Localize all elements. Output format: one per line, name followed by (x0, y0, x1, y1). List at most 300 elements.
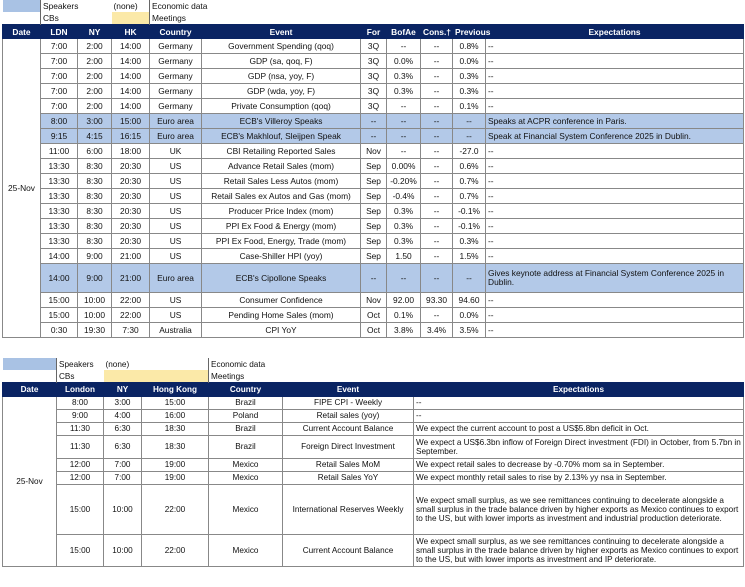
london-time: 11:30 (57, 423, 104, 436)
country: Euro area (150, 114, 202, 129)
event-name: ECB's Cipollone Speaks (202, 264, 361, 293)
col-country: Country (150, 25, 202, 39)
event-name: Foreign Direct Investment (283, 436, 414, 459)
legend-economic-label: Economic data (150, 0, 361, 12)
ldn-time: 14:00 (41, 264, 78, 293)
expectations: -- (486, 99, 744, 114)
country: Brazil (209, 436, 283, 459)
event-name: CBI Retailing Reported Sales (202, 144, 361, 159)
col2-expectations: Expectations (414, 383, 744, 397)
ldn-time: 11:00 (41, 144, 78, 159)
country: US (150, 159, 202, 174)
legend-meetings-label-2: Meetings (209, 370, 283, 383)
period: Nov (361, 144, 387, 159)
table-row (3, 219, 744, 234)
bofa-estimate: 0.3% (387, 234, 421, 249)
expectations: We expect monthly retail sales to rise by 2.13% yy nsa in September. (414, 472, 744, 485)
event-name: International Reserves Weekly (283, 485, 414, 535)
hk-time: 14:00 (112, 84, 150, 99)
hk-time: 18:00 (112, 144, 150, 159)
ny-time: 8:30 (78, 234, 112, 249)
table-row (3, 264, 744, 293)
previous: 0.7% (453, 174, 486, 189)
legend-row-1 (3, 0, 744, 12)
ldn-time: 13:30 (41, 204, 78, 219)
expectations: -- (486, 84, 744, 99)
country: US (150, 204, 202, 219)
expectations: We expect small surplus, as we see remittances continuing to decelerate alongside a small surplus in the trade balance driven by higher exports as Mexico continues to export to the US, but with lower imports as investment and industrial production deteriorate. (414, 485, 744, 535)
ldn-time: 7:00 (41, 39, 78, 54)
col-cons: Cons.† (421, 25, 453, 39)
ny-time: 10:00 (78, 293, 112, 308)
event-name: Pending Home Sales (mom) (202, 308, 361, 323)
ldn-time: 13:30 (41, 159, 78, 174)
previous: -0.1% (453, 204, 486, 219)
consensus: -- (421, 264, 453, 293)
ny-time: 2:00 (78, 99, 112, 114)
consensus: -- (421, 99, 453, 114)
ny-time: 2:00 (78, 69, 112, 84)
country: Mexico (209, 459, 283, 472)
expectations: We expect small surplus, as we see remittances continuing to decelerate alongside a small surplus in the trade balance driven by higher exports as Mexico continues to export to the US, but with lower imports as investment and IP deteriorate. (414, 535, 744, 567)
col2-date: Date (3, 383, 57, 397)
consensus: -- (421, 159, 453, 174)
legend-meetings-label: Meetings (150, 12, 361, 25)
expectations: Speaks at ACPR conference in Paris. (486, 114, 744, 129)
expectations: -- (486, 293, 744, 308)
hk-time: 22:00 (112, 308, 150, 323)
period: 3Q (361, 54, 387, 69)
period: 3Q (361, 99, 387, 114)
expectations: -- (486, 174, 744, 189)
event-name: Government Spending (qoq) (202, 39, 361, 54)
legend-economic-label-2: Economic data (209, 358, 283, 370)
event-name: Retail Sales ex Autos and Gas (mom) (202, 189, 361, 204)
col-ny: NY (78, 25, 112, 39)
london-time: 15:00 (57, 485, 104, 535)
bofa-estimate: 0.3% (387, 84, 421, 99)
hong-kong-time: 22:00 (142, 485, 209, 535)
country: UK (150, 144, 202, 159)
ldn-time: 13:30 (41, 219, 78, 234)
hk-time: 20:30 (112, 189, 150, 204)
table-row (3, 129, 744, 144)
ldn-time: 7:00 (41, 69, 78, 84)
bofa-estimate: -- (387, 99, 421, 114)
bofa-estimate: -- (387, 144, 421, 159)
country: Brazil (209, 397, 283, 410)
consensus: -- (421, 144, 453, 159)
hk-time: 20:30 (112, 234, 150, 249)
table-row (3, 69, 744, 84)
previous: -- (453, 264, 486, 293)
col-previous: Previous (453, 25, 486, 39)
ldn-time: 15:00 (41, 293, 78, 308)
bofa-estimate: -0.20% (387, 174, 421, 189)
expectations: -- (486, 159, 744, 174)
table-row (3, 174, 744, 189)
london-time: 15:00 (57, 535, 104, 567)
event-name: Current Account Balance (283, 423, 414, 436)
table-2-body (3, 397, 744, 567)
period: Oct (361, 308, 387, 323)
hk-time: 14:00 (112, 54, 150, 69)
bofa-estimate: 3.8% (387, 323, 421, 338)
london-time: 12:00 (57, 459, 104, 472)
period: -- (361, 114, 387, 129)
expectations: Gives keynote address at Financial System Conference 2025 in Dublin. (486, 264, 744, 293)
ldn-time: 9:15 (41, 129, 78, 144)
bofa-estimate: -- (387, 39, 421, 54)
period: Sep (361, 159, 387, 174)
col-ldn: LDN (41, 25, 78, 39)
previous: 0.0% (453, 54, 486, 69)
country: US (150, 174, 202, 189)
ldn-time: 0:30 (41, 323, 78, 338)
table-row (3, 204, 744, 219)
bofa-estimate: -0.4% (387, 189, 421, 204)
london-time: 8:00 (57, 397, 104, 410)
ldn-time: 15:00 (41, 308, 78, 323)
calendar-table-1 (2, 0, 744, 338)
hk-time: 7:30 (112, 323, 150, 338)
country: Germany (150, 99, 202, 114)
consensus: -- (421, 204, 453, 219)
hk-time: 14:00 (112, 69, 150, 84)
consensus: -- (421, 54, 453, 69)
ny-time: 2:00 (78, 39, 112, 54)
previous: 3.5% (453, 323, 486, 338)
col2-london: London (57, 383, 104, 397)
expectations: -- (486, 204, 744, 219)
event-name: ECB's Makhlouf, Sleijpen Speak (202, 129, 361, 144)
col-for: For (361, 25, 387, 39)
expectations: -- (486, 234, 744, 249)
previous: 0.0% (453, 308, 486, 323)
legend-speakers-value-2: (none) (105, 359, 130, 369)
bofa-estimate: -- (387, 114, 421, 129)
consensus: -- (421, 39, 453, 54)
period: Sep (361, 249, 387, 264)
london-time: 12:00 (57, 472, 104, 485)
event-name: ECB's Villeroy Speaks (202, 114, 361, 129)
legend-speakers-value: (none) (113, 1, 138, 11)
legend-cbs-label-2: CBs (57, 370, 104, 383)
event-name: Retail Sales MoM (283, 459, 414, 472)
country: US (150, 249, 202, 264)
country: Mexico (209, 535, 283, 567)
consensus: -- (421, 174, 453, 189)
period: Sep (361, 234, 387, 249)
event-name: Retail sales (yoy) (283, 410, 414, 423)
country: Australia (150, 323, 202, 338)
consensus: 3.4% (421, 323, 453, 338)
bofa-estimate: 0.3% (387, 219, 421, 234)
hk-time: 16:15 (112, 129, 150, 144)
consensus: 93.30 (421, 293, 453, 308)
table-row (3, 323, 744, 338)
previous: 0.1% (453, 99, 486, 114)
ny-time: 7:00 (104, 459, 142, 472)
date-cell: 25-Nov (3, 39, 41, 338)
table-row (3, 459, 744, 472)
hk-time: 20:30 (112, 219, 150, 234)
ny-time: 10:00 (104, 485, 142, 535)
hk-time: 20:30 (112, 159, 150, 174)
period: Oct (361, 323, 387, 338)
col-event: Event (202, 25, 361, 39)
ldn-time: 7:00 (41, 84, 78, 99)
previous: -27.0 (453, 144, 486, 159)
london-time: 11:30 (57, 436, 104, 459)
expectations: -- (486, 54, 744, 69)
table-row (3, 189, 744, 204)
ny-time: 8:30 (78, 204, 112, 219)
table-row (3, 472, 744, 485)
ny-time: 8:30 (78, 174, 112, 189)
expectations: -- (486, 249, 744, 264)
hong-kong-time: 15:00 (142, 397, 209, 410)
country: Brazil (209, 423, 283, 436)
ny-time: 4:00 (104, 410, 142, 423)
london-time: 9:00 (57, 410, 104, 423)
hong-kong-time: 22:00 (142, 535, 209, 567)
table-row (3, 84, 744, 99)
event-name: Private Consumption (qoq) (202, 99, 361, 114)
ny-time: 10:00 (104, 535, 142, 567)
meetings-swatch (112, 12, 150, 25)
period: Sep (361, 189, 387, 204)
bofa-estimate: -- (387, 129, 421, 144)
hk-time: 20:30 (112, 174, 150, 189)
period: 3Q (361, 39, 387, 54)
event-name: GDP (wda, yoy, F) (202, 84, 361, 99)
bofa-estimate: 0.1% (387, 308, 421, 323)
consensus: -- (421, 69, 453, 84)
meetings-swatch-2 (104, 370, 209, 383)
col-date: Date (3, 25, 41, 39)
previous: -- (453, 129, 486, 144)
country: Euro area (150, 264, 202, 293)
col-bofae: BofAe (387, 25, 421, 39)
col2-event: Event (283, 383, 414, 397)
hk-time: 15:00 (112, 114, 150, 129)
period: -- (361, 264, 387, 293)
col-expectations: Expectations (486, 25, 744, 39)
bofa-estimate: -- (387, 264, 421, 293)
bofa-estimate: 0.3% (387, 69, 421, 84)
consensus: -- (421, 114, 453, 129)
col2-country: Country (209, 383, 283, 397)
expectations: -- (486, 39, 744, 54)
col2-ny: NY (104, 383, 142, 397)
table-row (3, 410, 744, 423)
country: Poland (209, 410, 283, 423)
legend-speakers-label-2: Speakers (57, 358, 104, 370)
consensus: -- (421, 84, 453, 99)
header-row-1 (3, 25, 744, 39)
consensus: -- (421, 308, 453, 323)
event-name: GDP (nsa, yoy, F) (202, 69, 361, 84)
previous: 0.3% (453, 69, 486, 84)
period: 3Q (361, 84, 387, 99)
consensus: -- (421, 234, 453, 249)
ny-time: 7:00 (104, 472, 142, 485)
expectations: -- (486, 189, 744, 204)
ny-time: 3:00 (78, 114, 112, 129)
period: Sep (361, 174, 387, 189)
table-row (3, 436, 744, 459)
hk-time: 21:00 (112, 264, 150, 293)
event-name: CPI YoY (202, 323, 361, 338)
ny-time: 8:30 (78, 189, 112, 204)
country: US (150, 234, 202, 249)
hk-time: 14:00 (112, 39, 150, 54)
ny-time: 8:30 (78, 159, 112, 174)
table-row (3, 249, 744, 264)
consensus: -- (421, 129, 453, 144)
country: Mexico (209, 485, 283, 535)
table-row (3, 308, 744, 323)
ny-time: 9:00 (78, 249, 112, 264)
event-name: GDP (sa, qoq, F) (202, 54, 361, 69)
ny-time: 10:00 (78, 308, 112, 323)
ny-time: 8:30 (78, 219, 112, 234)
ldn-time: 7:00 (41, 54, 78, 69)
ny-time: 3:00 (104, 397, 142, 410)
col2-hong-kong: Hong Kong (142, 383, 209, 397)
ldn-time: 14:00 (41, 249, 78, 264)
period: Sep (361, 219, 387, 234)
previous: -0.1% (453, 219, 486, 234)
country: Germany (150, 69, 202, 84)
hong-kong-time: 19:00 (142, 459, 209, 472)
date-cell: 25-Nov (3, 397, 57, 567)
legend-row-2 (3, 12, 744, 25)
event-name: Consumer Confidence (202, 293, 361, 308)
table-row (3, 485, 744, 535)
previous: 0.7% (453, 189, 486, 204)
previous: -- (453, 114, 486, 129)
table-row (3, 159, 744, 174)
calendar-table-2 (2, 358, 744, 567)
table-1-body (3, 39, 744, 338)
consensus: -- (421, 219, 453, 234)
previous: 1.5% (453, 249, 486, 264)
legend-row-3 (3, 358, 744, 370)
consensus: -- (421, 249, 453, 264)
ldn-time: 8:00 (41, 114, 78, 129)
country: US (150, 189, 202, 204)
country: US (150, 219, 202, 234)
country: Germany (150, 39, 202, 54)
country: US (150, 293, 202, 308)
expectations: We expect the current account to post a US$5.8bn deficit in Oct. (414, 423, 744, 436)
previous: 0.3% (453, 84, 486, 99)
previous: 94.60 (453, 293, 486, 308)
event-name: PPI Ex Food & Energy (mom) (202, 219, 361, 234)
table-row (3, 39, 744, 54)
previous: 0.8% (453, 39, 486, 54)
event-name: Retail Sales YoY (283, 472, 414, 485)
consensus: -- (421, 189, 453, 204)
event-name: Current Account Balance (283, 535, 414, 567)
hong-kong-time: 19:00 (142, 472, 209, 485)
bofa-estimate: 1.50 (387, 249, 421, 264)
col-hk: HK (112, 25, 150, 39)
table-row (3, 397, 744, 410)
table-row (3, 114, 744, 129)
bofa-estimate: 0.3% (387, 204, 421, 219)
ny-time: 19:30 (78, 323, 112, 338)
country: Euro area (150, 129, 202, 144)
ny-time: 9:00 (78, 264, 112, 293)
table-row (3, 535, 744, 567)
header-row-2 (3, 383, 744, 397)
event-name: Retail Sales Less Autos (mom) (202, 174, 361, 189)
event-name: Case-Shiller HPI (yoy) (202, 249, 361, 264)
speakers-swatch-2 (3, 358, 57, 370)
country: Germany (150, 54, 202, 69)
period: Nov (361, 293, 387, 308)
country: US (150, 308, 202, 323)
hk-time: 22:00 (112, 293, 150, 308)
hk-time: 20:30 (112, 204, 150, 219)
expectations: -- (486, 69, 744, 84)
expectations: We expect a US$6.3bn inflow of Foreign Direct investment (FDI) in October, from 5.7bn in September. (414, 436, 744, 459)
bofa-estimate: 0.00% (387, 159, 421, 174)
bofa-estimate: 0.0% (387, 54, 421, 69)
expectations: -- (486, 144, 744, 159)
event-name: Producer Price Index (mom) (202, 204, 361, 219)
ny-time: 6:30 (104, 423, 142, 436)
expectations: -- (414, 410, 744, 423)
bofa-estimate: 92.00 (387, 293, 421, 308)
event-name: Advance Retail Sales (mom) (202, 159, 361, 174)
table-row (3, 423, 744, 436)
previous: 0.3% (453, 234, 486, 249)
ldn-time: 13:30 (41, 174, 78, 189)
country: Germany (150, 84, 202, 99)
ny-time: 6:00 (78, 144, 112, 159)
table-row (3, 99, 744, 114)
legend-cbs-label: CBs (41, 12, 112, 25)
ny-time: 2:00 (78, 54, 112, 69)
table-row (3, 144, 744, 159)
ldn-time: 13:30 (41, 189, 78, 204)
ny-time: 6:30 (104, 436, 142, 459)
speakers-swatch (3, 0, 41, 12)
hk-time: 21:00 (112, 249, 150, 264)
ldn-time: 7:00 (41, 99, 78, 114)
ny-time: 4:15 (78, 129, 112, 144)
hk-time: 14:00 (112, 99, 150, 114)
legend-row-4 (3, 370, 744, 383)
legend-speakers-label: Speakers (41, 0, 112, 12)
period: -- (361, 129, 387, 144)
ldn-time: 13:30 (41, 234, 78, 249)
hong-kong-time: 16:00 (142, 410, 209, 423)
expectations: -- (486, 308, 744, 323)
event-name: PPI Ex Food, Energy, Trade (mom) (202, 234, 361, 249)
period: Sep (361, 204, 387, 219)
previous: 0.6% (453, 159, 486, 174)
expectations: -- (414, 397, 744, 410)
table-row (3, 54, 744, 69)
table-row (3, 293, 744, 308)
hong-kong-time: 18:30 (142, 436, 209, 459)
country: Mexico (209, 472, 283, 485)
